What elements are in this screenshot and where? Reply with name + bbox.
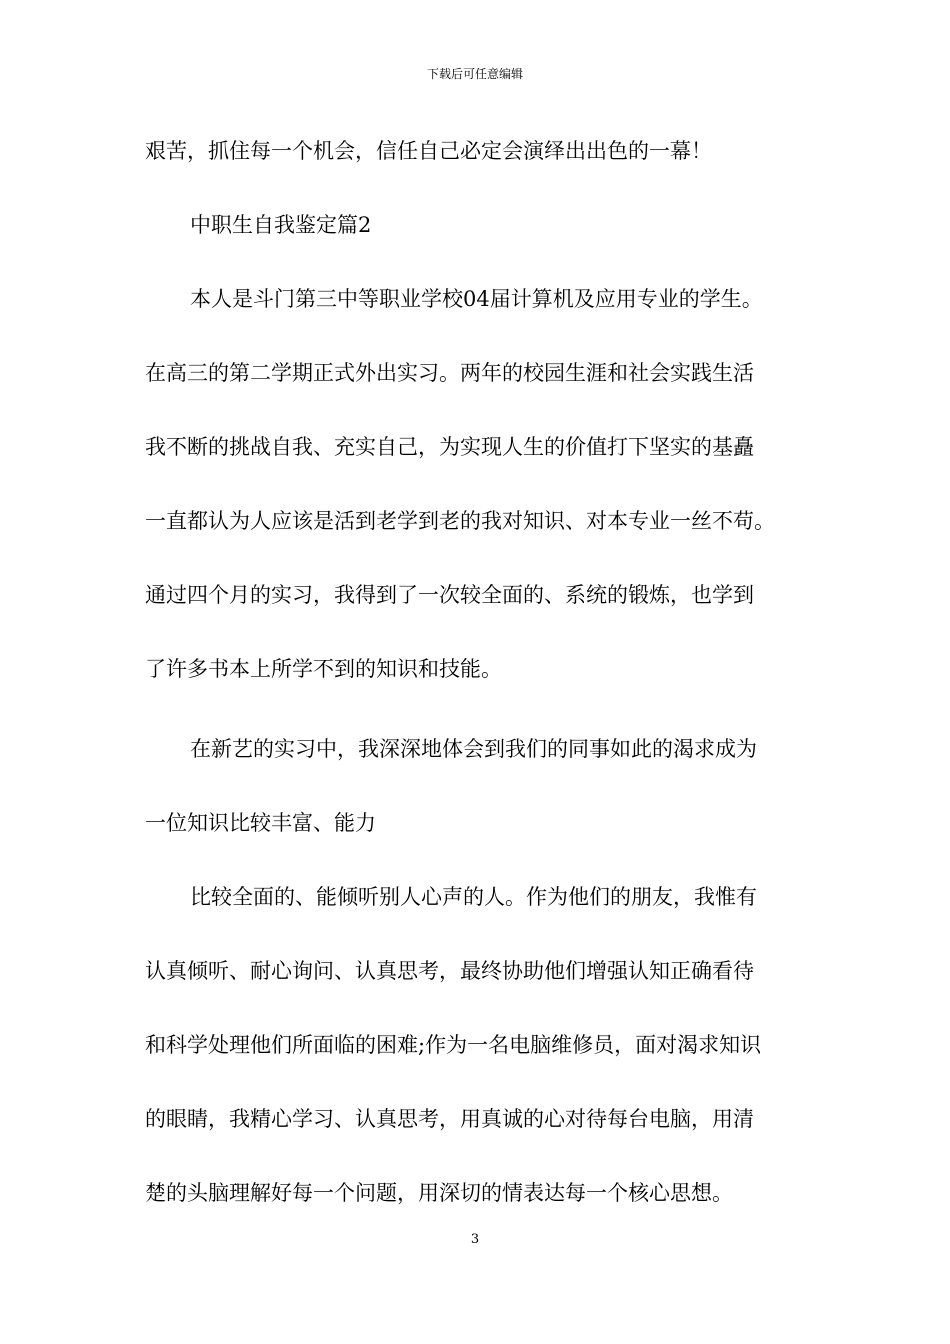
page-number: 3 xyxy=(470,1232,480,1247)
body-line: 通过四个月的实习，我得到了一次较全面的、系统的锻炼，也学到 xyxy=(145,583,754,607)
page-header: 下载后可任意编辑 xyxy=(426,67,523,81)
body-line: 一位知识比较丰富、能力 xyxy=(145,811,376,835)
body-line: 我不断的挑战自我、充实自己，为实现人生的价值打下坚实的基矗 xyxy=(145,435,754,459)
body-line: 的眼睛，我精心学习、认真思考，用真诚的心对待每台电脑，用清 xyxy=(145,1107,754,1131)
body-line: 认真倾听、耐心询问、认真思考，最终协助他们增强认知正确看待 xyxy=(145,959,754,983)
body-line: 比较全面的、能倾听别人心声的人。作为他们的朋友，我惟有 xyxy=(190,885,757,909)
body-line: 本人是斗门第三中等职业学校04届计算机及应用专业的学生。 xyxy=(190,287,763,311)
body-line: 了许多书本上所学不到的知识和技能。 xyxy=(145,657,502,681)
body-line: 艰苦，抓住每一个机会，信任自己必定会演绎出出色的一幕！ xyxy=(145,139,712,163)
body-line: 楚的头脑理解好每一个问题，用深切的情表达每一个核心思想。 xyxy=(145,1181,733,1205)
section-heading: 中职生自我鉴定篇2 xyxy=(190,213,372,237)
body-line: 一直都认为人应该是活到老学到老的我对知识、对本专业一丝不苟。 xyxy=(145,509,775,533)
body-line: 和科学处理他们所面临的困难;作为一名电脑维修员，面对渴求知识 xyxy=(145,1033,762,1057)
body-line: 在高三的第二学期正式外出实习。两年的校园生涯和社会实践生活 xyxy=(145,361,754,385)
body-line: 在新艺的实习中，我深深地体会到我们的同事如此的渴求成为 xyxy=(190,737,757,761)
